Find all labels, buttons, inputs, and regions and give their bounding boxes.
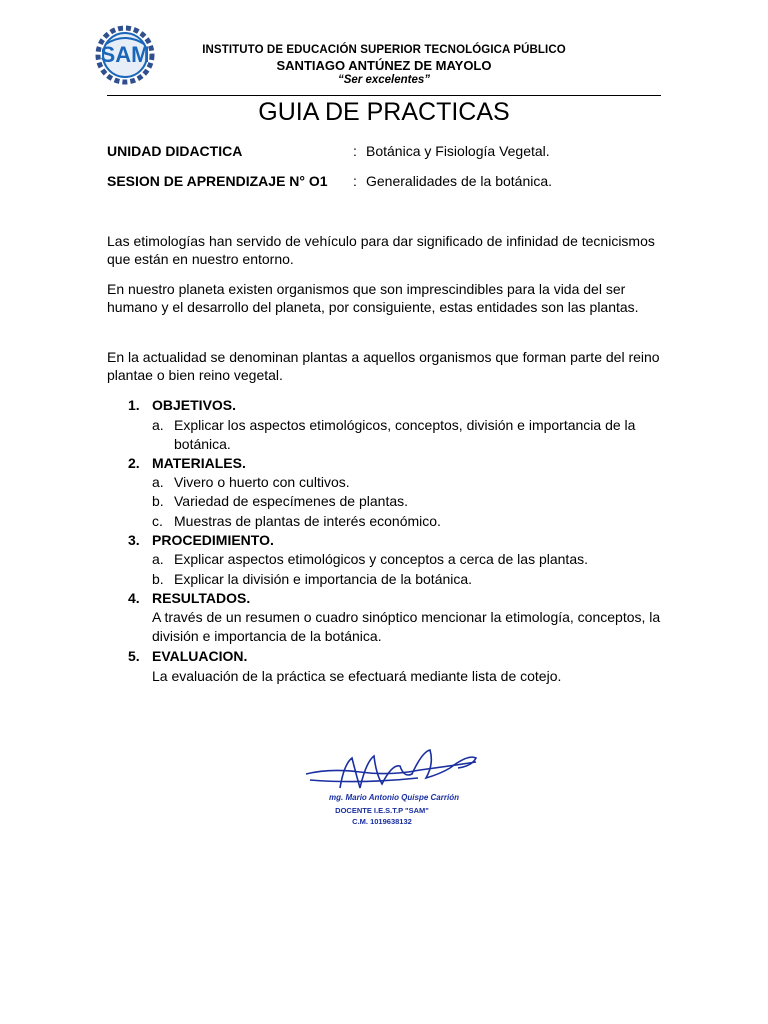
meta-value-sesion: Generalidades de la botánica.: [366, 173, 553, 189]
meta-colon: :: [353, 143, 357, 159]
section-number: 1.: [128, 397, 140, 413]
intro-paragraph: En la actualidad se denominan plantas a aquellos organismos que forman parte del reino plantae o bien reino vegetal.: [107, 349, 660, 383]
list-item-letter: a.: [152, 474, 164, 490]
list-item-letter: a.: [152, 417, 164, 433]
section-number: 4.: [128, 590, 140, 606]
section-title-procedimiento: PROCEDIMIENTO.: [152, 532, 274, 548]
signature-stamp: [300, 744, 478, 830]
meta-value-unidad: Botánica y Fisiología Vegetal.: [366, 143, 550, 159]
section-title-evaluacion: EVALUACION.: [152, 648, 248, 664]
list-item: Variedad de especímenes de plantas.: [174, 493, 409, 509]
institute-motto: “Ser excelentes”: [337, 74, 431, 86]
institute-name: INSTITUTO DE EDUCACIÓN SUPERIOR TECNOLÓGICA PÚBLICO: [202, 44, 566, 56]
intro-paragraph: Las etimologías han servido de vehículo para dar significado de infinidad de tecnicismos que están en nuestro entorno.: [107, 233, 655, 267]
meta-colon: :: [353, 173, 357, 189]
list-item-letter: b.: [152, 493, 164, 509]
list-item-letter: b.: [152, 571, 164, 587]
signature-name: mg. Mario Antonio Quispe Carrión: [329, 793, 459, 802]
section-title-resultados: RESULTADOS.: [152, 590, 251, 606]
section-number: 5.: [128, 648, 140, 664]
list-item-letter: a.: [152, 551, 164, 567]
meta-label-unidad: UNIDAD DIDACTICA: [107, 143, 243, 159]
list-item-letter: c.: [152, 513, 163, 529]
section-body: La evaluación de la práctica se efectuará mediante lista de cotejo.: [152, 668, 562, 684]
page-title: GUIA DE PRACTICAS: [258, 98, 510, 126]
signature-cm: C.M. 1019638132: [352, 817, 412, 826]
signature-role: DOCENTE I.E.S.T.P "SAM": [335, 806, 429, 815]
meta-label-sesion: SESION DE APRENDIZAJE N° O1: [107, 173, 328, 189]
list-item: Explicar la división e importancia de la botánica.: [174, 571, 473, 587]
section-title-materiales: MATERIALES.: [152, 455, 246, 471]
institute-full-name: SANTIAGO ANTÚNEZ DE MAYOLO: [276, 58, 492, 73]
section-number: 2.: [128, 455, 140, 471]
list-item: Vivero o huerto con cultivos.: [174, 474, 350, 490]
section-body: A través de un resumen o cuadro sinóptico mencionar la etimología, conceptos, la división e importancia de la botánica.: [152, 609, 661, 644]
logo-text: SAM: [100, 42, 150, 67]
intro-paragraph: En nuestro planeta existen organismos que son imprescindibles para la vida del ser humano y el desarrollo del planeta, por consiguiente, estas entidades son las plantas.: [107, 281, 639, 315]
list-item: Explicar aspectos etimológicos y conceptos a cerca de las plantas.: [174, 551, 588, 567]
handwritten-signature: [306, 750, 476, 788]
list-item: Explicar los aspectos etimológicos, conceptos, división e importancia de la botánica.: [174, 417, 636, 452]
section-number: 3.: [128, 532, 140, 548]
header-divider: [107, 95, 661, 96]
list-item: Muestras de plantas de interés económico.: [174, 513, 441, 529]
section-title-objetivos: OBJETIVOS.: [152, 397, 237, 413]
